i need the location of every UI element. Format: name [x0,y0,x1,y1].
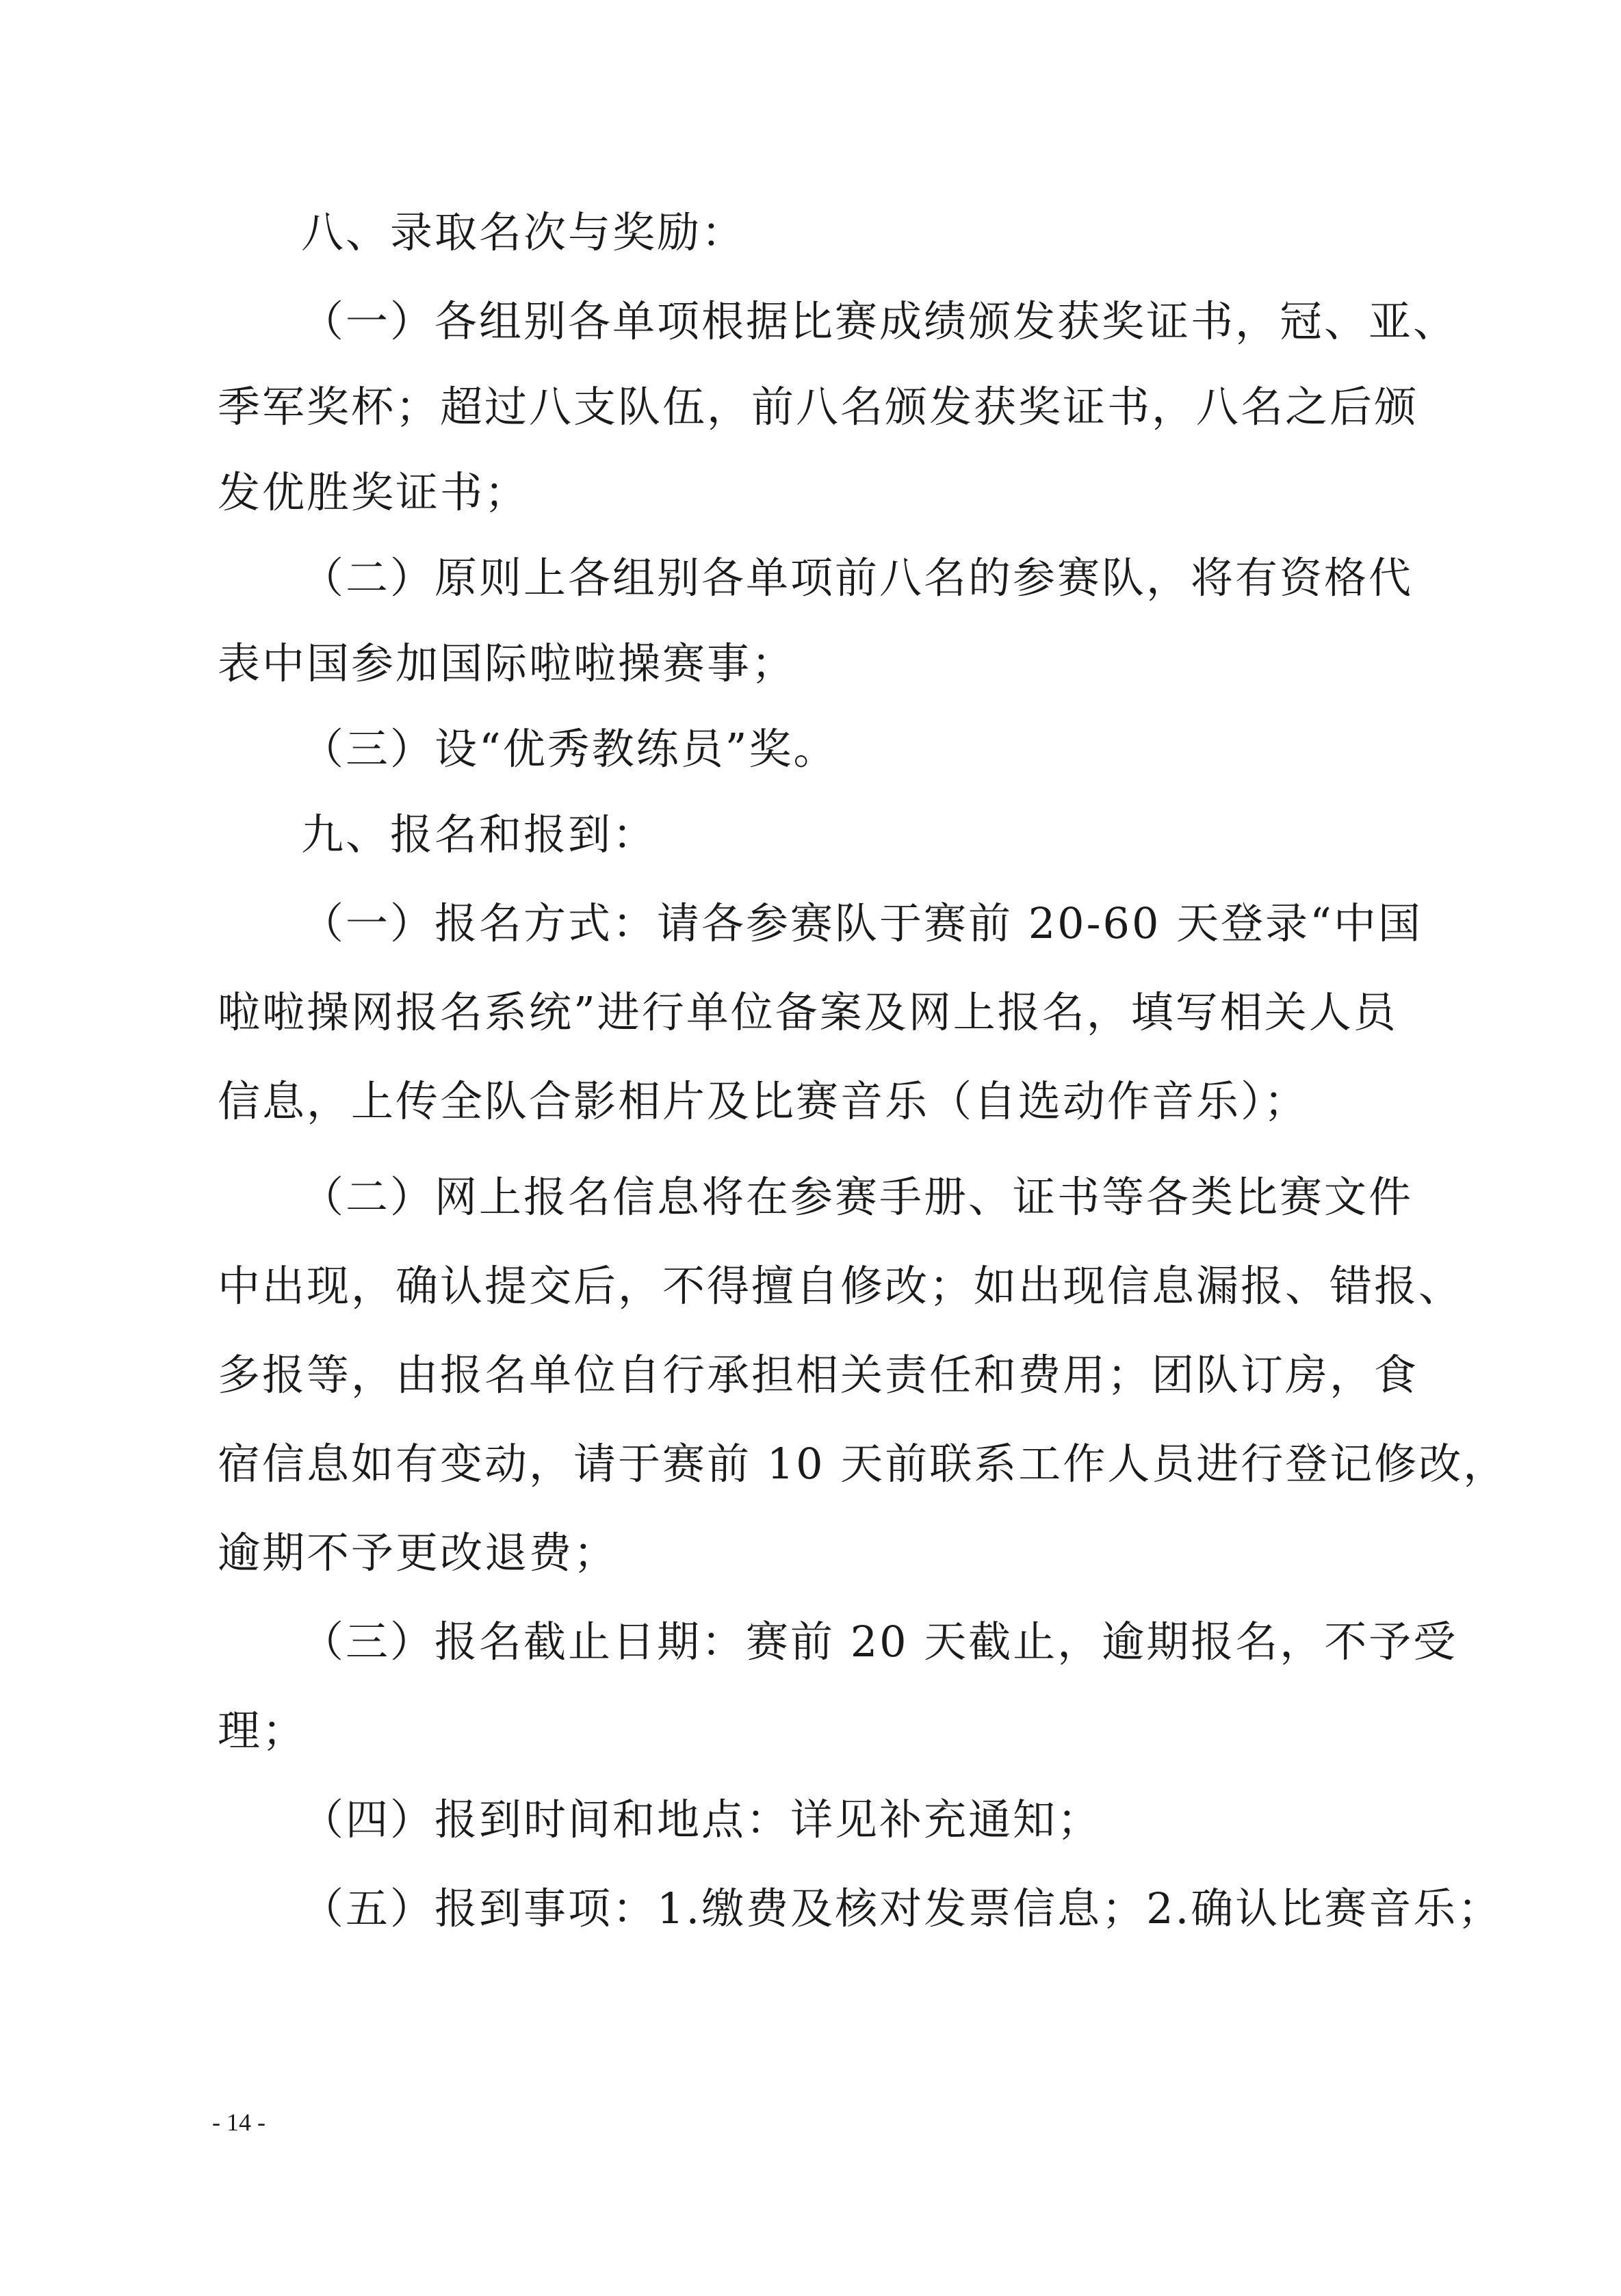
paragraph-line: （五）报到事项：1.缴费及核对发票信息；2.确认比赛音乐； [301,1883,1503,1933]
paragraph-line: （三）报名截止日期：赛前 20 天截止，逾期报名，不予受 [301,1617,1458,1667]
paragraph-line: 理； [218,1706,307,1756]
paragraph-line: 宿信息如有变动，请于赛前 10 天前联系工作人员进行登记修改， [218,1439,1508,1489]
section-heading-awards: 八、录取名次与奖励： [301,207,747,257]
paragraph-line: 发优胜奖证书； [218,467,530,517]
paragraph-line: （三）设“优秀教练员”奖。 [301,724,838,774]
paragraph-line: 季军奖杯；超过八支队伍，前八名颁发获奖证书，八名之后颁 [218,382,1419,432]
paragraph-line: （四）报到时间和地点：详见补充通知； [301,1795,1102,1844]
paragraph-line: 信息，上传全队合影相片及比赛音乐（自选动作音乐）； [218,1076,1309,1126]
paragraph-line: （一）报名方式：请各参赛队于赛前 20-60 天登录“中国 [301,898,1423,948]
paragraph-line: 多报等，由报名单位自行承担相关责任和费用；团队订房，食 [218,1350,1419,1400]
paragraph-line: 逾期不予更改退费； [218,1528,619,1578]
paragraph-line: 中出现，确认提交后，不得擅自修改；如出现信息漏报、错报、 [218,1261,1464,1311]
paragraph-line: 啦啦操网报名系统”进行单位备案及网上报名，填写相关人员 [218,987,1398,1037]
page-number: - 14 - [212,2109,265,2136]
paragraph-line: （二）原则上各组别各单项前八名的参赛队，将有资格代 [301,553,1414,603]
paragraph-line: 表中国参加国际啦啦操赛事； [218,638,796,688]
paragraph-line: （一）各组别各单项根据比赛成绩颁发获奖证书，冠、亚、 [301,296,1458,346]
section-heading-registration: 九、报名和报到： [301,809,658,859]
paragraph-line: （二）网上报名信息将在参赛手册、证书等各类比赛文件 [301,1172,1414,1222]
